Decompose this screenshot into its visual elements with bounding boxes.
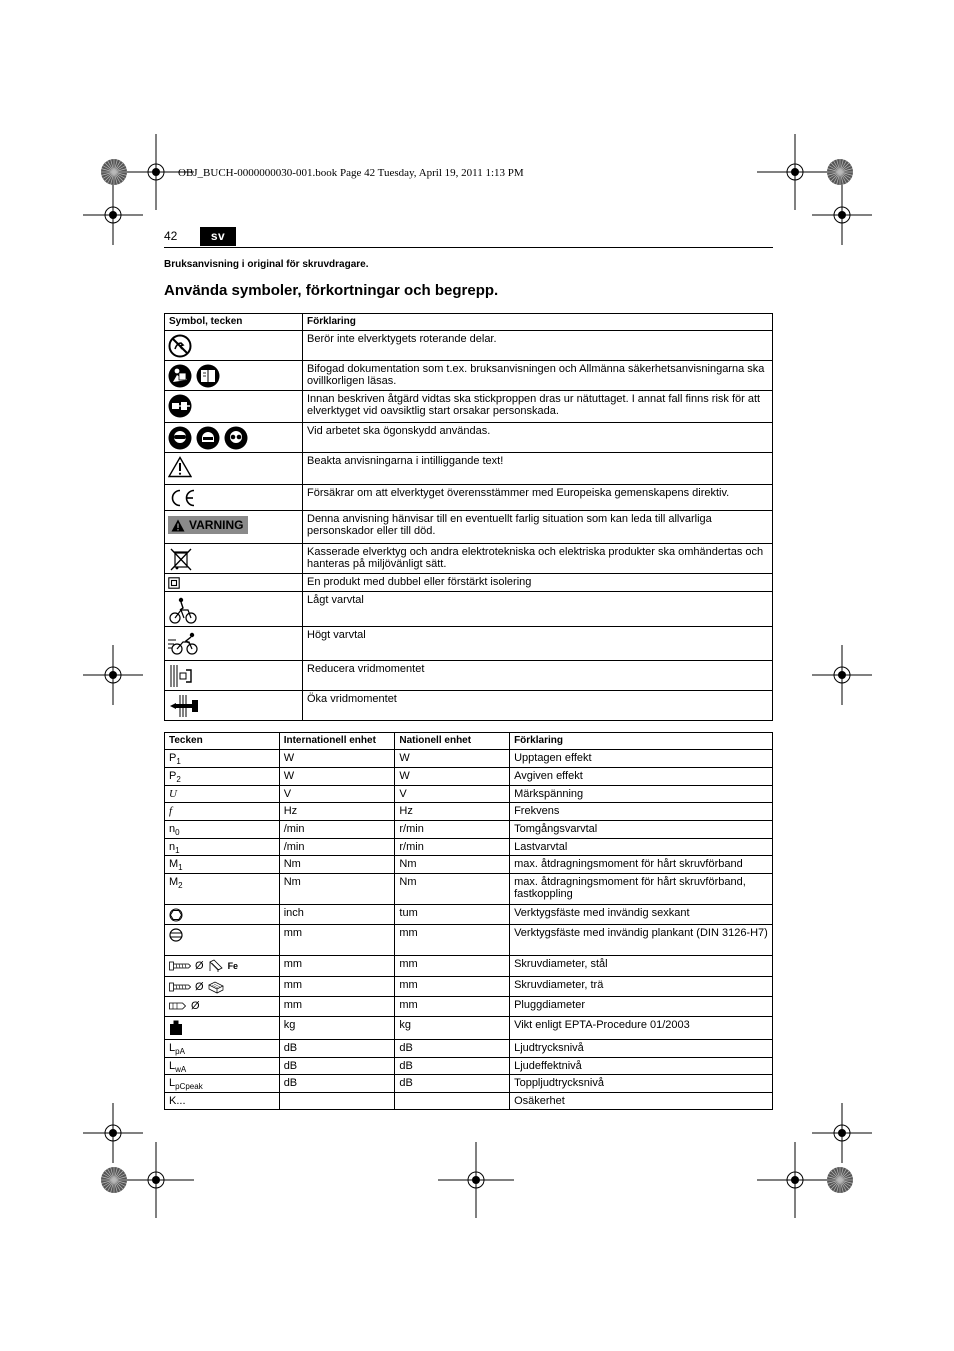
explanation-cell: Vikt enligt EPTA-Procedure 01/2003 [510,1017,773,1040]
column-header-national-unit: Nationell enhet [395,733,510,750]
no-touch-rotating-icon [168,334,192,358]
symbol-cell [165,423,303,453]
color-target-icon [100,1166,128,1194]
symbols-table [164,313,773,721]
national-unit-cell: W [395,768,510,786]
explanation-cell: max. åtdragningsmoment för hårt skruvförband [510,856,773,874]
ce-mark-icon [168,488,196,508]
symbol-row [165,627,773,661]
weee-bin-icon [168,547,194,571]
explanation-cell: Vid arbetet ska ögonskydd användas. [303,423,773,453]
explanation-cell: Verktygsfäste med invändig sexkant [510,905,773,925]
explanation-cell: Denna anvisning hänvisar till en eventuellt farlig situation som kan leda till allvarliga personskador eller till död. [303,511,773,544]
explanation-cell: Lågt varvtal [303,592,773,627]
sign-cell [165,821,280,839]
unit-row [165,997,773,1017]
sign-symbol: M [169,876,179,888]
sign-subscript: 1 [176,757,181,766]
symbol-row [165,691,773,721]
intl-unit-cell: W [279,768,395,786]
sign-subscript: 1 [175,846,180,855]
sign-cell [165,750,280,768]
sign-symbol: L [169,1060,176,1072]
symbol-cell [165,331,303,361]
goggles-icon [168,426,192,450]
screw-wood-icon [169,982,191,992]
reduce-torque-icon [168,664,196,688]
steel-piece-icon [208,959,224,973]
unit-row [165,905,773,925]
symbol-cell [165,592,303,627]
explanation-cell: Beakta anvisningarna i intilliggande text! [303,453,773,485]
color-target-icon [100,158,128,186]
intl-unit-cell: V [279,786,395,803]
intl-unit-cell: dB [279,1075,395,1093]
national-unit-cell: dB [395,1075,510,1093]
face-shield-icon [196,426,220,450]
national-unit-cell: r/min [395,839,510,856]
national-unit-cell: r/min [395,821,510,839]
sign-subscript: 2 [178,881,183,890]
explanation-cell: Öka vridmomentet [303,691,773,721]
sign-symbol: L [169,1042,176,1054]
sign-symbol: P [169,752,177,764]
intl-unit-cell: /min [279,821,395,839]
unit-row [165,786,773,803]
slow-bicycle-icon [168,595,198,625]
column-header-explanation: Förklaring [303,314,773,331]
double-insulation-icon [168,577,180,589]
diameter-sign: Ø [195,981,204,993]
sign-cell [165,925,280,956]
intl-unit-cell: W [279,750,395,768]
sign-cell [165,856,280,874]
intl-unit-cell: Hz [279,803,395,821]
unit-row [165,768,773,786]
national-unit-cell: mm [395,925,510,956]
warning-small-triangle-icon [171,519,185,532]
sign-cell [165,1040,280,1058]
intl-unit-cell: /min [279,839,395,856]
sign-symbol: K... [169,1095,186,1107]
flat-socket-icon [169,928,183,942]
explanation-cell: Tomgångsvarvtal [510,821,773,839]
symbol-row [165,391,773,423]
symbol-cell [165,361,303,391]
intl-unit-cell: inch [279,905,395,925]
symbol-cell [165,574,303,592]
unit-row [165,925,773,956]
sign-symbol: L [169,1077,176,1089]
intl-unit-cell: dB [279,1040,395,1058]
explanation-cell: En produkt med dubbel eller förstärkt isolering [303,574,773,592]
read-manual-icon [168,364,192,388]
intl-unit-cell: mm [279,977,395,997]
explanation-cell: Upptagen effekt [510,750,773,768]
national-unit-cell: mm [395,956,510,977]
sign-subscript: 1 [178,863,183,872]
fe-label: Fe [227,961,239,971]
sign-cell [165,905,280,925]
explanation-cell: Märkspänning [510,786,773,803]
intl-unit-cell: Nm [279,874,395,905]
symbol-row [165,511,773,544]
units-table [164,732,773,1110]
sign-cell [165,977,280,997]
unit-row [165,1075,773,1093]
explanation-cell: Frekvens [510,803,773,821]
sign-symbol: P [169,770,177,782]
diameter-sign: Ø [191,1000,200,1012]
unit-row [165,856,773,874]
symbol-row [165,453,773,485]
plug-icon [169,1001,187,1011]
explanation-cell: Försäkrar om att elverktyget överensstämmer med Europeiska gemenskapens direktiv. [303,485,773,511]
registration-crosshair-icon [812,185,872,245]
national-unit-cell: dB [395,1058,510,1075]
sign-subscript: pCpeak [175,1082,203,1091]
unit-row [165,977,773,997]
fast-bicycle-icon [168,630,200,656]
symbols-table-header [165,314,773,331]
explanation-cell: Innan beskriven åtgärd vidtas ska stickproppen dras ur nätuttaget. I annat fall finns risk för att elverktyget vid oavsiktlig start orsakar personskada. [303,391,773,423]
intl-unit-cell: kg [279,1017,395,1040]
explanation-cell: Avgiven effekt [510,768,773,786]
national-unit-cell: tum [395,905,510,925]
explanation-cell: Skruvdiameter, stål [510,956,773,977]
explanation-cell: Toppljudtrycksnivå [510,1075,773,1093]
symbol-row [165,485,773,511]
sign-cell [165,997,280,1017]
column-header-intl-unit: Internationell enhet [279,733,395,750]
registration-crosshair-icon [118,1142,194,1218]
color-target-icon [826,1166,854,1194]
unit-row [165,750,773,768]
hexagon-socket-icon [169,908,183,922]
symbol-cell [165,485,303,511]
sign-cell [165,956,280,977]
column-header-explanation: Förklaring [510,733,773,750]
sign-subscript: 2 [176,775,181,784]
explanation-cell: Lastvarvtal [510,839,773,856]
explanation-cell: max. åtdragningsmoment för hårt skruvförband, fastkoppling [510,874,773,905]
section-heading: Använda symboler, förkortningar och begrepp. [164,282,499,299]
unit-row [165,839,773,856]
intl-unit-cell [279,1093,395,1110]
intl-unit-cell: mm [279,956,395,977]
sign-symbol: n [169,823,176,835]
national-unit-cell [395,1093,510,1110]
explanation-cell: Pluggdiameter [510,997,773,1017]
symbol-row [165,544,773,574]
book-icon [196,364,220,388]
unit-row [165,1058,773,1075]
glasses-icon [224,426,248,450]
sign-subscript: wA [175,1065,187,1074]
symbol-row [165,661,773,691]
header-rule [164,247,773,248]
book-info-line: OBJ_BUCH-0000000030-001.book Page 42 Tuesday, April 19, 2011 1:13 PM [178,167,524,179]
sign-cell [165,874,280,905]
national-unit-cell: mm [395,997,510,1017]
registration-crosshair-icon [83,645,143,705]
intl-unit-cell: dB [279,1058,395,1075]
explanation-cell: Kasserade elverktyg och andra elektrotekniska och elektriska produkter ska omhändertas och hanteras på miljövänligt sätt. [303,544,773,574]
intl-unit-cell: mm [279,925,395,956]
explanation-cell: Ljudeffektnivå [510,1058,773,1075]
explanation-cell: Högt varvtal [303,627,773,661]
sign-cell [165,1093,280,1110]
color-target-icon [826,158,854,186]
wood-piece-icon [208,980,224,994]
sign-symbol: f [169,805,173,817]
registration-crosshair-icon [812,645,872,705]
sign-cell [165,839,280,856]
sign-symbol: U [169,788,177,800]
document-subtitle: Bruksanvisning i original för skruvdragare. [164,259,369,270]
symbol-row [165,423,773,453]
explanation-cell: Verktygsfäste med invändig plankant (DIN 3126-H7) [510,925,773,956]
national-unit-cell: Nm [395,874,510,905]
explanation-cell: Berör inte elverktygets roterande delar. [303,331,773,361]
sign-symbol: n [169,841,176,853]
screw-steel-icon [169,961,191,971]
symbol-cell [165,544,303,574]
symbol-row [165,361,773,391]
national-unit-cell: Nm [395,856,510,874]
increase-torque-icon [168,694,202,718]
unit-row [165,1040,773,1058]
explanation-cell: Bifogad dokumentation som t.ex. bruksanvisningen och Allmänna säkerhetsanvisningarna ska ovillkorligen läsas. [303,361,773,391]
registration-crosshair-icon [757,1142,833,1218]
sign-cell [165,803,280,821]
language-badge: sv [200,227,236,246]
sign-cell [165,1058,280,1075]
unit-row [165,956,773,977]
symbol-cell [165,453,303,485]
national-unit-cell: W [395,750,510,768]
symbol-cell [165,627,303,661]
intl-unit-cell: mm [279,997,395,1017]
column-header-sign: Tecken [165,733,280,750]
warning-triangle-icon [168,456,192,478]
sign-symbol: M [169,858,179,870]
intl-unit-cell: Nm [279,856,395,874]
symbol-cell [165,391,303,423]
unplug-icon [168,394,192,418]
symbol-row [165,574,773,592]
explanation-cell: Osäkerhet [510,1093,773,1110]
symbol-cell [165,511,303,544]
column-header-symbol: Symbol, tecken [165,314,303,331]
symbol-row [165,331,773,361]
national-unit-cell: mm [395,977,510,997]
registration-crosshair-icon [83,185,143,245]
units-table-header [165,733,773,750]
national-unit-cell: kg [395,1017,510,1040]
symbol-cell [165,691,303,721]
sign-cell [165,786,280,803]
diameter-sign: Ø [195,960,204,972]
warning-label-icon [168,516,248,534]
symbol-row [165,592,773,627]
registration-crosshair-icon [438,1142,514,1218]
explanation-cell: Reducera vridmomentet [303,661,773,691]
unit-row [165,1093,773,1110]
page-number: 42 [164,229,178,243]
sign-subscript: 0 [175,828,180,837]
national-unit-cell: V [395,786,510,803]
weight-icon [169,1020,183,1036]
symbol-cell [165,661,303,691]
unit-row [165,1017,773,1040]
national-unit-cell: Hz [395,803,510,821]
sign-cell [165,1075,280,1093]
explanation-cell: Ljudtrycksnivå [510,1040,773,1058]
sign-cell [165,768,280,786]
sign-cell [165,1017,280,1040]
explanation-cell: Skruvdiameter, trä [510,977,773,997]
unit-row [165,803,773,821]
warning-label-text: VARNING [189,518,244,532]
sign-subscript: pA [175,1047,185,1056]
unit-row [165,821,773,839]
unit-row [165,874,773,905]
national-unit-cell: dB [395,1040,510,1058]
